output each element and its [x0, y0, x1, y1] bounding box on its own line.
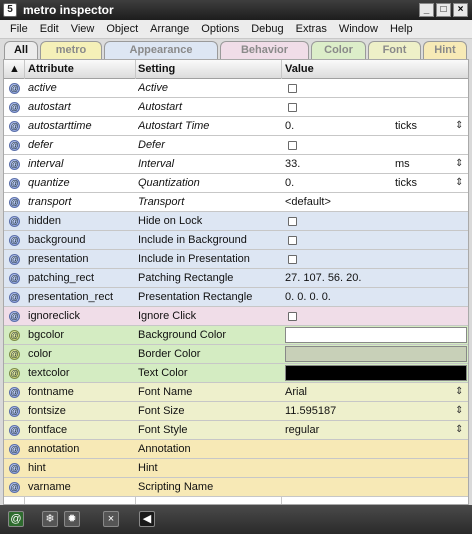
value-field[interactable]: regular: [285, 424, 320, 436]
dropdown-arrows-icon[interactable]: ⇕: [455, 405, 464, 416]
table-row[interactable]: [4, 421, 469, 440]
attribute-name: autostart: [28, 101, 71, 113]
attribute-icon[interactable]: @: [10, 160, 19, 169]
gear-icon[interactable]: ✹: [64, 511, 80, 527]
arrow-left-icon[interactable]: ◀: [139, 511, 155, 527]
value-checkbox[interactable]: [288, 141, 297, 150]
attribute-name: quantize: [28, 177, 70, 189]
tab-color[interactable]: Color: [311, 41, 366, 59]
tab-all[interactable]: All: [4, 41, 38, 59]
setting-label: Defer: [138, 139, 165, 151]
setting-label: Annotation: [138, 443, 191, 455]
attribute-icon[interactable]: @: [10, 179, 19, 188]
table-row[interactable]: [4, 79, 469, 98]
table-row[interactable]: [4, 117, 469, 136]
tab-font[interactable]: Font: [368, 41, 421, 59]
setting-label: Font Name: [138, 386, 193, 398]
attribute-name: background: [28, 234, 86, 246]
attribute-name: fontsize: [28, 405, 66, 417]
attribute-icon[interactable]: @: [10, 274, 19, 283]
close-icon[interactable]: ×: [103, 511, 119, 527]
header-value[interactable]: Value: [285, 63, 314, 75]
maximize-button[interactable]: □: [436, 3, 451, 17]
at-icon[interactable]: @: [8, 511, 24, 527]
tab-appearance[interactable]: Appearance: [104, 41, 218, 59]
setting-label: Include in Background: [138, 234, 247, 246]
table-row[interactable]: [4, 307, 469, 326]
setting-label: Autostart Time: [138, 120, 210, 132]
menu-options[interactable]: Options: [201, 23, 240, 35]
value-field[interactable]: Arial: [285, 386, 308, 398]
attribute-icon[interactable]: @: [10, 331, 19, 340]
window-title: metro inspector: [23, 3, 114, 17]
table-row[interactable]: [4, 478, 469, 497]
dropdown-arrows-icon[interactable]: ⇕: [455, 177, 464, 188]
attribute-icon[interactable]: @: [10, 293, 19, 302]
table-row[interactable]: [4, 250, 469, 269]
attribute-name: varname: [28, 481, 71, 493]
menu-object[interactable]: Object: [106, 23, 139, 35]
setting-label: Interval: [138, 158, 175, 170]
color-swatch[interactable]: [285, 365, 467, 381]
menu-help[interactable]: Help: [389, 23, 413, 35]
attribute-name: defer: [28, 139, 54, 151]
table-row[interactable]: [4, 288, 469, 307]
attribute-name: ignoreclick: [28, 310, 80, 322]
setting-label: Include in Presentation: [138, 253, 250, 265]
attribute-icon[interactable]: @: [10, 388, 19, 397]
value-field[interactable]: 0.: [285, 177, 295, 189]
color-swatch[interactable]: [285, 327, 467, 343]
setting-label: Hint: [138, 462, 158, 474]
attribute-name: interval: [28, 158, 64, 170]
value-field[interactable]: [285, 440, 465, 458]
attribute-name: patching_rect: [28, 272, 95, 284]
attribute-name: presentation_rect: [28, 291, 113, 303]
table-row[interactable]: [4, 459, 469, 478]
attribute-icon[interactable]: @: [10, 255, 19, 264]
attribute-name: fontname: [28, 386, 74, 398]
tab-metro[interactable]: metro: [40, 41, 102, 59]
value-field[interactable]: 33.: [285, 158, 301, 170]
table-row[interactable]: [4, 136, 469, 155]
attribute-name: annotation: [28, 443, 80, 455]
setting-label: Hide on Lock: [138, 215, 203, 227]
value-field[interactable]: 0. 0. 0. 0.: [285, 291, 331, 303]
unit-select[interactable]: ms: [395, 158, 410, 170]
attribute-icon[interactable]: @: [10, 426, 19, 435]
value-field[interactable]: 11.595187: [285, 405, 337, 417]
table-row[interactable]: [4, 231, 469, 250]
attribute-icon[interactable]: @: [10, 141, 19, 150]
attribute-icon[interactable]: @: [10, 312, 19, 321]
setting-label: Autostart: [138, 101, 183, 113]
table-row[interactable]: [4, 364, 469, 383]
attribute-name: hint: [28, 462, 46, 474]
table-row[interactable]: [4, 174, 469, 193]
setting-label: Text Color: [138, 367, 188, 379]
value-checkbox[interactable]: [288, 103, 297, 112]
attribute-icon[interactable]: @: [10, 407, 19, 416]
menu-window[interactable]: Window: [338, 23, 378, 35]
attribute-icon[interactable]: @: [10, 445, 19, 454]
attribute-name: fontface: [28, 424, 68, 436]
value-field[interactable]: <default>: [285, 196, 331, 208]
color-swatch[interactable]: [285, 346, 467, 362]
table-row[interactable]: [4, 155, 469, 174]
menu-debug[interactable]: Debug: [251, 23, 284, 35]
header-setting[interactable]: Setting: [138, 63, 176, 75]
setting-label: Font Size: [138, 405, 185, 417]
value-field[interactable]: [285, 478, 465, 496]
setting-label: Presentation Rectangle: [138, 291, 253, 303]
menu-view[interactable]: View: [70, 23, 95, 35]
attribute-name: textcolor: [28, 367, 70, 379]
table-row[interactable]: [4, 402, 469, 421]
dropdown-arrows-icon[interactable]: ⇕: [455, 424, 464, 435]
attribute-icon[interactable]: @: [10, 464, 19, 473]
attribute-name: autostarttime: [28, 120, 92, 132]
setting-label: Scripting Name: [138, 481, 214, 493]
dropdown-arrows-icon[interactable]: ⇕: [455, 158, 464, 169]
table-row[interactable]: [4, 326, 469, 345]
attribute-icon[interactable]: @: [10, 483, 19, 492]
header-attribute[interactable]: Attribute: [28, 63, 74, 75]
sort-arrow-icon[interactable]: ▲: [9, 63, 20, 75]
menu-edit[interactable]: Edit: [39, 23, 59, 35]
table-row[interactable]: [4, 193, 469, 212]
attribute-icon[interactable]: @: [10, 369, 19, 378]
value-checkbox[interactable]: [288, 84, 297, 93]
value-field[interactable]: [285, 459, 465, 477]
setting-label: Transport: [138, 196, 185, 208]
attribute-name: active: [28, 82, 57, 94]
table-row[interactable]: [4, 98, 469, 117]
attribute-name: presentation: [28, 253, 89, 265]
value-checkbox[interactable]: [288, 236, 297, 245]
table-row[interactable]: [4, 345, 469, 364]
dropdown-arrows-icon[interactable]: ⇕: [455, 386, 464, 397]
value-field[interactable]: 27. 107. 56. 20.: [285, 272, 362, 284]
setting-label: Background Color: [138, 329, 227, 341]
unit-select[interactable]: ticks: [395, 177, 417, 189]
snowflake-icon[interactable]: ❄: [42, 511, 58, 527]
table-row[interactable]: [4, 383, 469, 402]
unit-select[interactable]: ticks: [395, 120, 417, 132]
value-checkbox[interactable]: [288, 255, 297, 264]
table-header: [4, 60, 469, 79]
tab-bar: [0, 39, 472, 59]
attribute-icon[interactable]: @: [10, 236, 19, 245]
attribute-name: hidden: [28, 215, 62, 227]
table-row[interactable]: [4, 269, 469, 288]
inspector-table: [3, 59, 469, 505]
tab-hint[interactable]: Hint: [423, 41, 467, 59]
app-icon: 5: [3, 3, 17, 17]
attribute-icon[interactable]: @: [10, 350, 19, 359]
value-checkbox[interactable]: [288, 217, 297, 226]
menu-extras[interactable]: Extras: [295, 23, 327, 35]
value-checkbox[interactable]: [288, 312, 297, 321]
setting-label: Quantization: [138, 177, 200, 189]
close-window-button[interactable]: ×: [453, 3, 468, 17]
setting-label: Patching Rectangle: [138, 272, 234, 284]
menu-arrange[interactable]: Arrange: [150, 23, 190, 35]
table-row[interactable]: [4, 212, 469, 231]
attribute-name: bgcolor: [28, 329, 65, 341]
attribute-name: color: [28, 348, 52, 360]
setting-label: Ignore Click: [138, 310, 197, 322]
tab-behavior[interactable]: Behavior: [220, 41, 309, 59]
menu-bar: [0, 20, 472, 39]
attribute-icon[interactable]: @: [10, 103, 19, 112]
value-field[interactable]: 0.: [285, 120, 295, 132]
setting-label: Font Style: [138, 424, 188, 436]
attribute-icon[interactable]: @: [10, 122, 19, 131]
attribute-icon[interactable]: @: [10, 198, 19, 207]
table-row[interactable]: [4, 440, 469, 459]
menu-file[interactable]: File: [10, 23, 28, 35]
minimize-button[interactable]: _: [419, 3, 434, 17]
status-bar: [0, 505, 472, 534]
setting-label: Border Color: [138, 348, 201, 360]
setting-label: Active: [138, 82, 168, 94]
title-bar: [0, 0, 472, 20]
attribute-icon[interactable]: @: [10, 84, 19, 93]
attribute-name: transport: [28, 196, 72, 208]
attribute-icon[interactable]: @: [10, 217, 19, 226]
dropdown-arrows-icon[interactable]: ⇕: [455, 120, 464, 131]
